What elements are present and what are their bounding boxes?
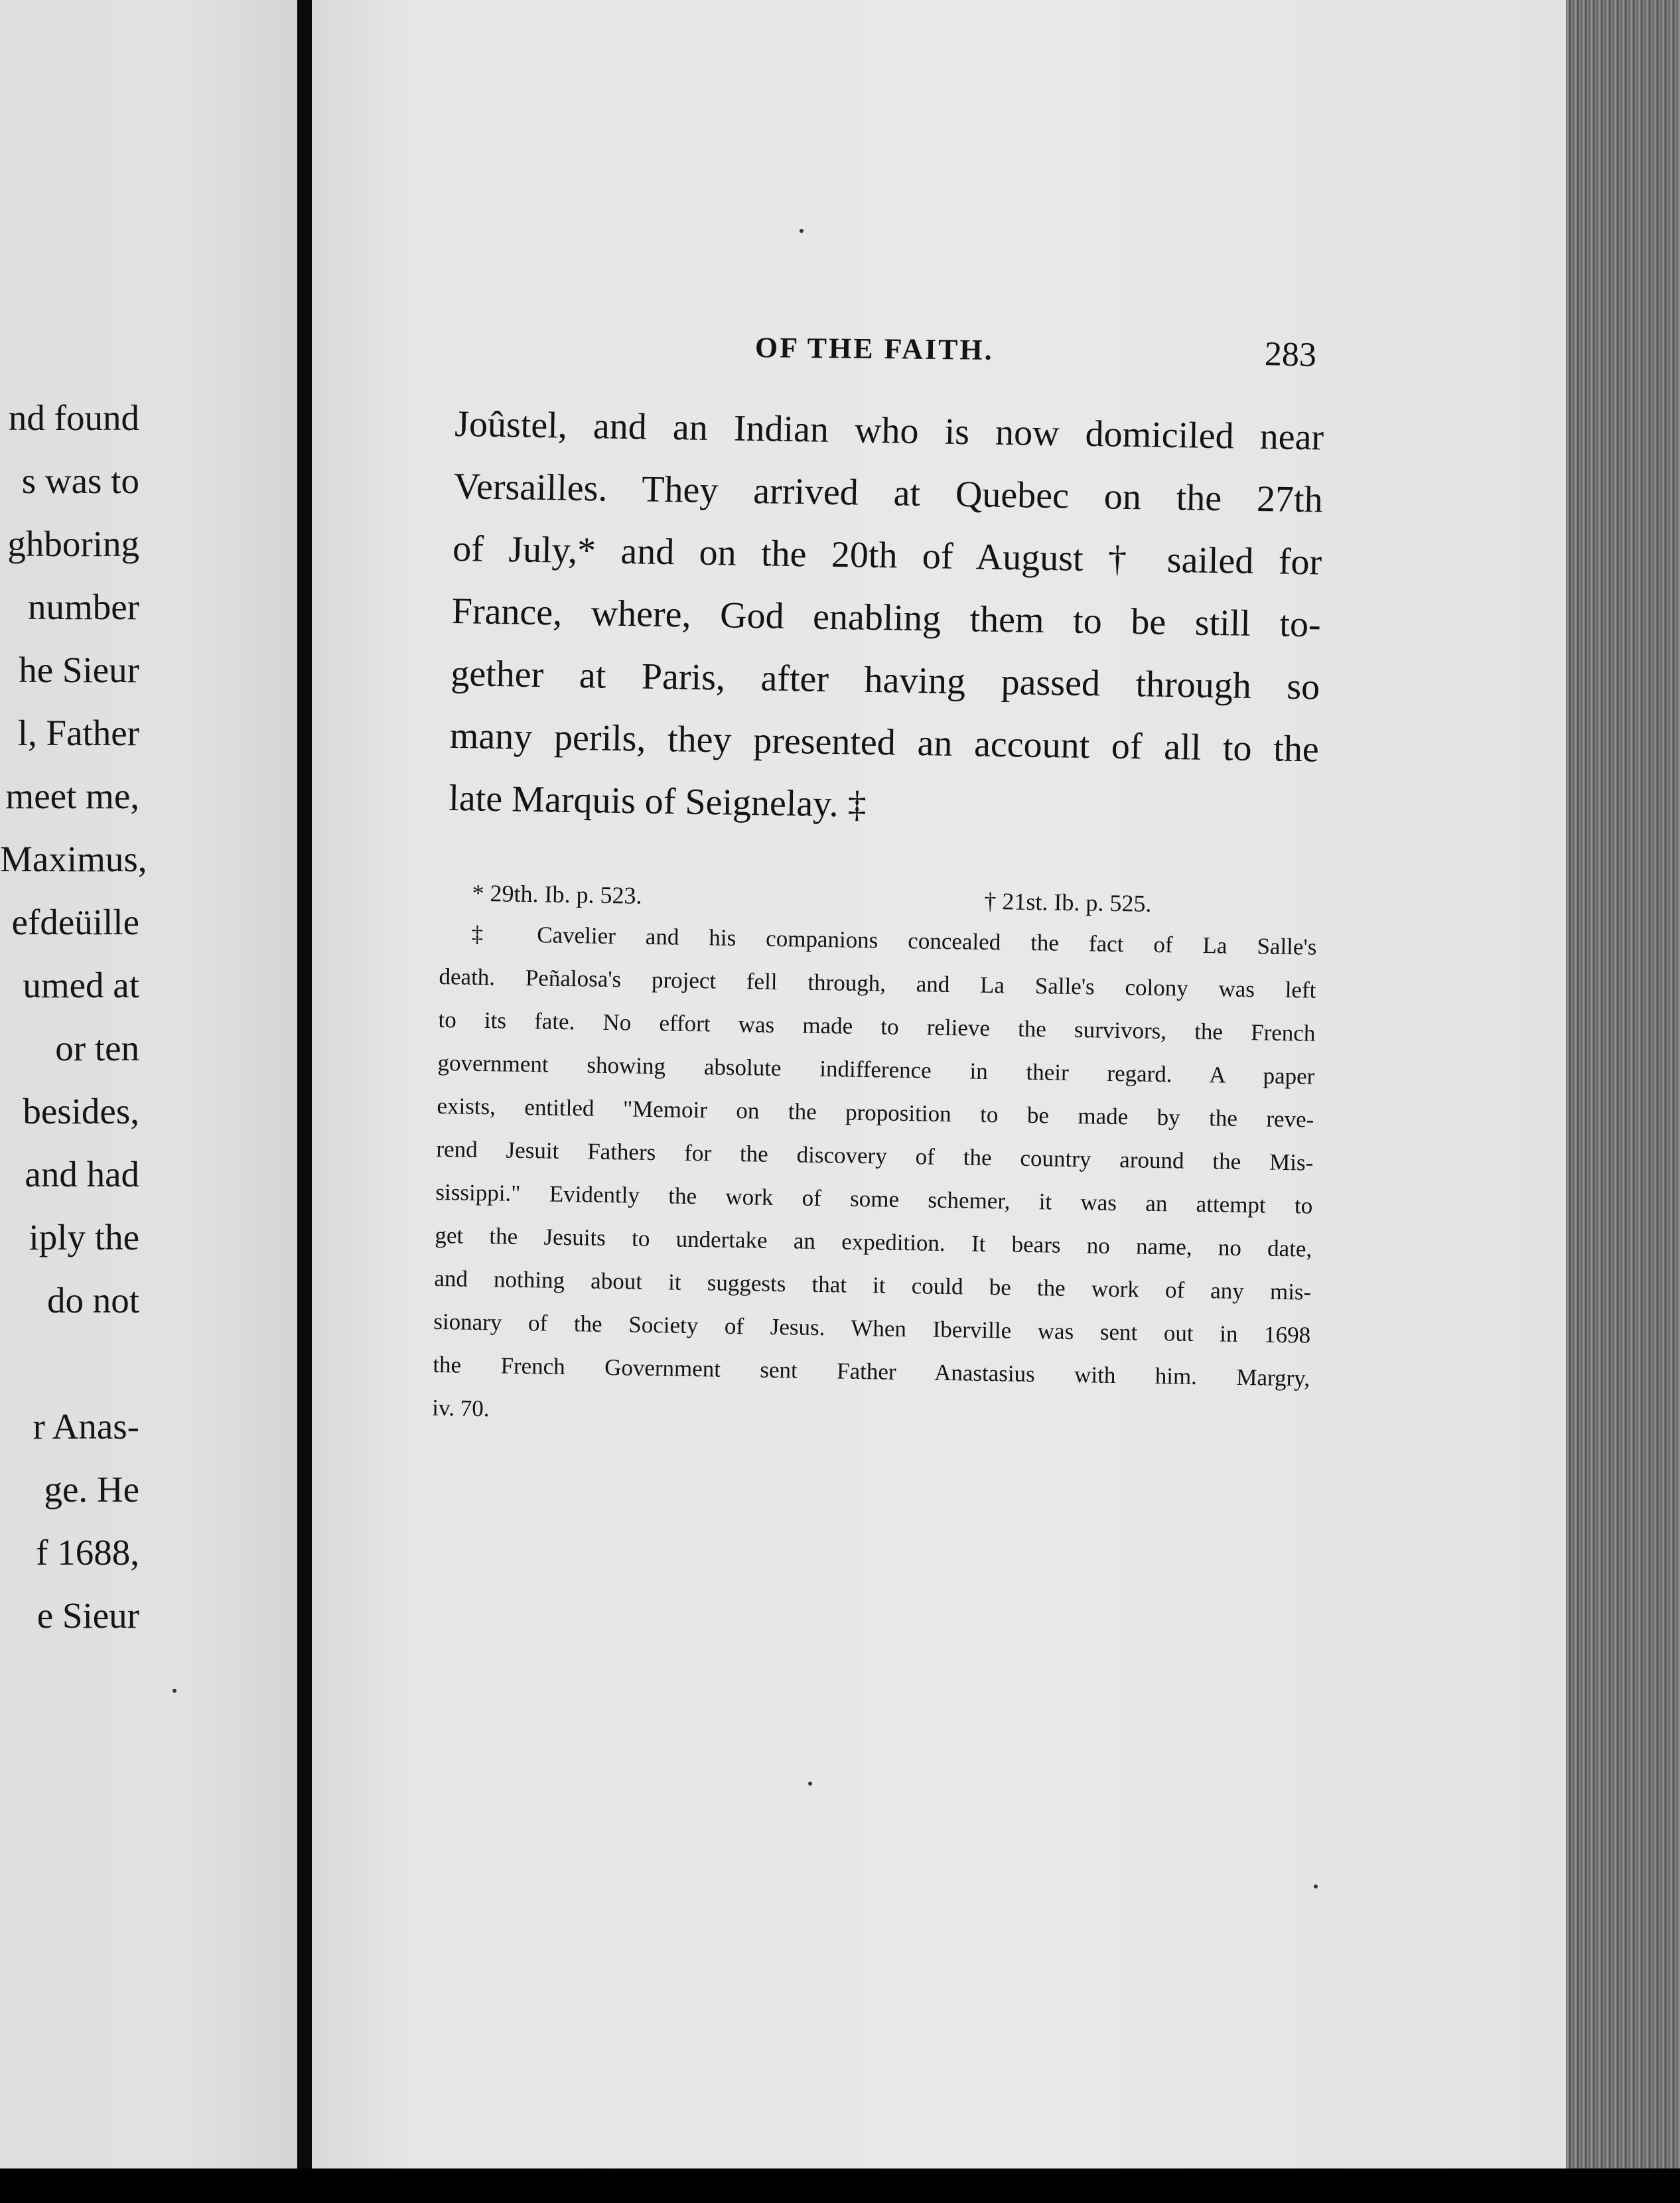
left-line: ge. He	[44, 1469, 139, 1510]
body-line: Joûstel, and an Indian who is now domiciled near	[454, 403, 1324, 459]
footnote-line: exists, entitled "Memoir on the proposition to be made by the reve-	[437, 1092, 1314, 1133]
left-line: iply the	[29, 1217, 139, 1257]
paper-speck	[800, 229, 804, 233]
left-line: or ten	[55, 1028, 139, 1068]
body-line: late Marquis of Seignelay. ‡	[448, 777, 867, 825]
footnote-line: sissippi." Evidently the work of some schemer, it was an attempt to	[435, 1178, 1313, 1219]
left-line: number	[27, 587, 139, 627]
book-gutter	[297, 0, 312, 2168]
paper-speck	[173, 1689, 176, 1693]
left-line: r Anas-	[33, 1406, 139, 1447]
page-edges	[1566, 0, 1680, 2168]
left-line: and had	[25, 1154, 139, 1194]
left-line: umed at	[23, 965, 139, 1005]
left-line: do not	[46, 1280, 139, 1320]
left-line: e Sieur	[36, 1595, 139, 1636]
footnote-line: ‡ Cavelier and his companions concealed the fact of La Salle's	[471, 920, 1317, 960]
left-line: besides,	[23, 1091, 139, 1131]
footnote-line: to its fate. No effort was made to relieve the survivors, the French	[438, 1006, 1316, 1046]
left-line: he Sieur	[19, 650, 139, 690]
body-line: Versailles. They arrived at Quebec on the 27th	[453, 465, 1324, 521]
footnote-line: death. Peñalosa's project fell through, and La Salle's colony was left	[439, 963, 1316, 1003]
page-number: 283	[1264, 335, 1317, 374]
body-line: many perils, they presented an account of all to the	[449, 715, 1320, 770]
left-page-text	[0, 391, 147, 1652]
left-line: nd found	[8, 397, 139, 438]
scan-border	[0, 2168, 1680, 2203]
left-line: ghboring	[7, 524, 139, 564]
footnote-line: sionary of the Society of Jesus. When Iberville was sent out in 1698	[433, 1308, 1311, 1348]
left-line: s was to	[21, 461, 139, 501]
footnote-line: the French Government sent Father Anastasius with him. Margry,	[433, 1351, 1310, 1391]
body-line: of July,* and on the 20th of August † sailed for	[452, 528, 1322, 583]
footnote-b: † 21st. Ib. p. 525.	[984, 887, 1152, 917]
left-line: efdeüille	[11, 902, 139, 942]
footnotes	[432, 873, 1318, 1443]
footnote-line: and nothing about it suggests that it could be the work of any mis-	[434, 1265, 1312, 1305]
left-line: Maximus,	[0, 839, 147, 879]
footnote-line: iv. 70.	[432, 1394, 490, 1422]
paper-speck	[808, 1782, 812, 1786]
body-line: gether at Paris, after having passed through so	[450, 652, 1320, 708]
left-line: meet me,	[5, 776, 139, 816]
footnote-a: * 29th. Ib. p. 523.	[472, 879, 642, 909]
left-line: f 1688,	[36, 1532, 139, 1573]
body-text	[449, 393, 1324, 843]
paper-speck	[1314, 1884, 1318, 1888]
footnote-line: government showing absolute indifference in their regard. A paper	[437, 1049, 1315, 1090]
running-head: OF THE FAITH.	[754, 331, 994, 366]
footnote-line: get the Jesuits to undertake an expedition. It bears no name, no date,	[435, 1222, 1312, 1262]
left-line: l, Father	[17, 713, 139, 753]
body-line: France, where, God enabling them to be still to-	[451, 590, 1322, 646]
left-page	[0, 0, 300, 2168]
footnote-line: rend Jesuit Fathers for the discovery of the country around the Mis-	[436, 1135, 1314, 1176]
